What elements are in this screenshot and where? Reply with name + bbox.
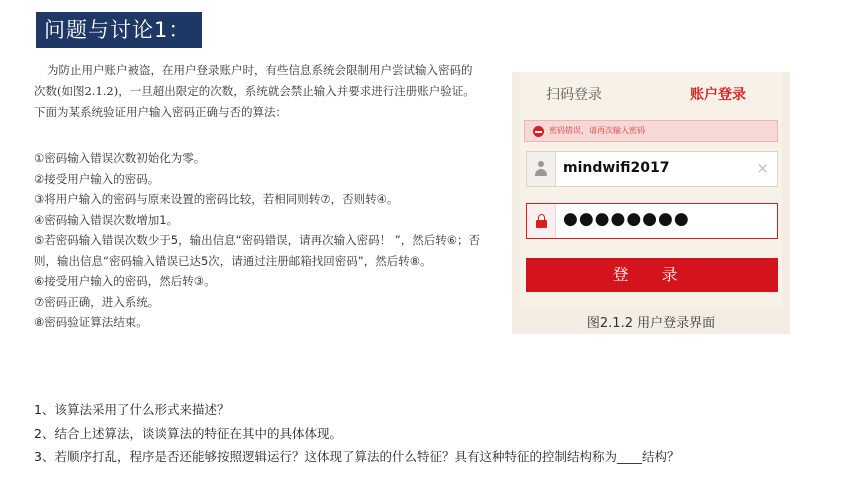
error-message: 密码错误，请再次输入密码 [549, 126, 645, 135]
step-2: ②接受用户输入的密码。 [34, 171, 160, 186]
question-1: 1、该算法采用了什么形式来描述？ [34, 402, 230, 417]
algorithm-steps [34, 148, 486, 333]
login-button[interactable]: 登 录 [526, 258, 778, 292]
lock-icon [527, 204, 556, 238]
tab-scan-login[interactable]: 扫码登录 [546, 87, 602, 103]
username-value: mindwifi2017 [563, 160, 670, 176]
intro-paragraph: 为防止用户账户被盗，在用户登录账户时，有些信息系统会限制用户尝试输入密码的次数(如图2.1.2)，一旦超出限定的次数，系统就会禁止输入并要求进行注册账户验证。下面为某系统验证用户输入密码正确与否的算法： [34, 63, 475, 119]
username-field[interactable] [526, 151, 778, 187]
user-icon [527, 152, 556, 186]
password-value: ●●●●●●●● [563, 209, 690, 229]
login-screen [520, 72, 782, 308]
step-1: ①密码输入错误次数初始化为零。 [34, 151, 206, 165]
error-banner [524, 120, 778, 142]
question-3: 3、若顺序打乱，程序是否还能够按照逻辑运行？这体现了算法的什么特征？具有这种特征的控制结构称为____结构？ [34, 449, 680, 464]
step-4: ④密码输入错误次数增加1。 [34, 212, 179, 227]
step-8: ⑧密码验证算法结束。 [34, 315, 148, 329]
step-5: ⑤若密码输入错误次数少于5，输出信息“密码错误，请再次输入密码！ ”，然后转⑥；否则，输出信息“密码输入错误已达5次，请通过注册邮箱找回密码”，然后转⑧。 [34, 233, 481, 268]
clear-icon[interactable]: × [756, 159, 769, 177]
figure-caption: 图2.1.2 用户登录界面 [586, 316, 716, 331]
page-title: 问题与讨论1： [36, 12, 202, 48]
step-6: ⑥接受用户输入的密码，然后转③。 [34, 274, 216, 288]
login-figure [512, 72, 790, 334]
error-icon [533, 126, 544, 137]
step-3: ③将用户输入的密码与原来设置的密码比较，若相同则转⑦，否则转④。 [34, 192, 399, 206]
login-tabs [520, 72, 782, 110]
discussion-questions [34, 398, 834, 469]
question-2: 2、结合上述算法，谈谈算法的特征在其中的具体体现。 [34, 425, 342, 441]
password-field[interactable] [526, 203, 778, 239]
step-7: ⑦密码正确，进入系统。 [34, 294, 160, 309]
tab-account-login[interactable]: 账户登录 [690, 87, 746, 103]
